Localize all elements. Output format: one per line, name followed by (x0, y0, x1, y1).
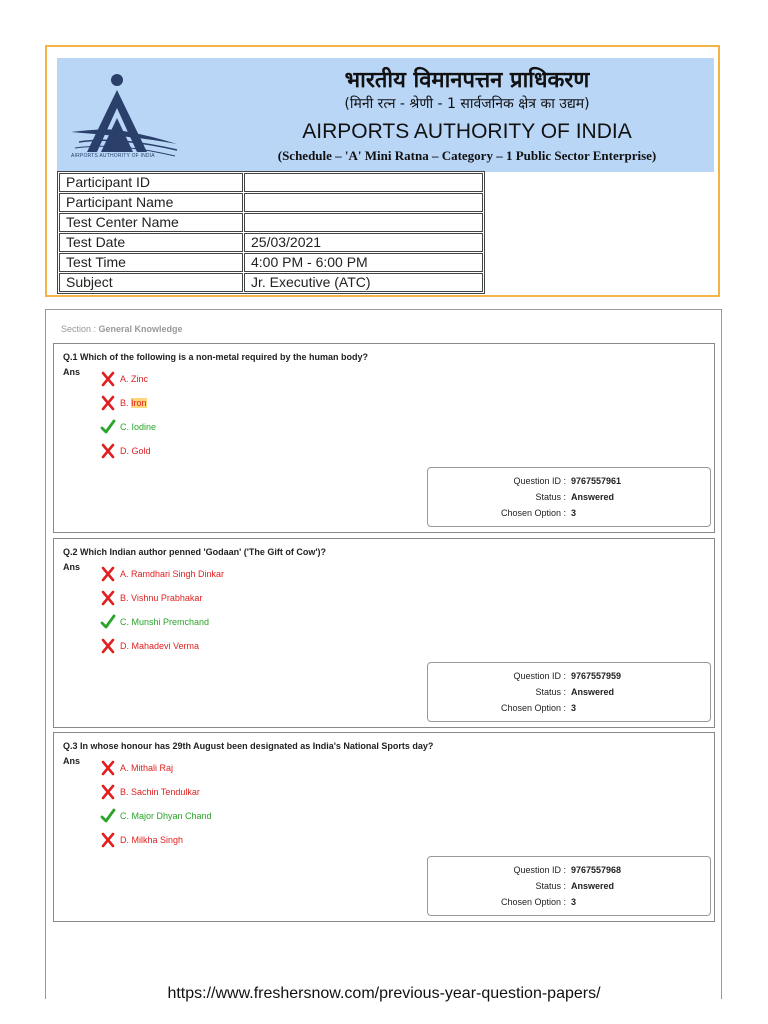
option-prefix: D. (120, 641, 132, 651)
title-english: AIRPORTS AUTHORITY OF INDIA (302, 120, 632, 143)
info-key: Participant ID (59, 173, 243, 192)
option-prefix: A. (120, 763, 132, 773)
option-text (120, 398, 147, 408)
answer-label: Ans (63, 367, 81, 377)
answer-option (100, 808, 212, 824)
question-text: Q.3 In whose honour has 29th August been designated as India's National Sports day? (63, 741, 434, 751)
cross-icon (100, 566, 116, 582)
answer-option (100, 566, 224, 582)
option-text (120, 787, 200, 797)
option-label: Mithali Raj (131, 763, 174, 773)
option-text (120, 569, 224, 579)
info-key: Subject (59, 273, 243, 292)
info-value (244, 193, 483, 212)
subtitle-english: (Schedule – 'A' Mini Ratna – Category – 1 Public Sector Enterprise) (277, 148, 657, 163)
answer-option (100, 443, 151, 459)
banner (57, 58, 714, 172)
table-row (59, 193, 483, 212)
check-icon (100, 808, 116, 824)
option-text (120, 641, 199, 651)
option-label: Mahadevi Verma (131, 641, 200, 651)
table-row (59, 213, 483, 232)
option-prefix: B. (120, 593, 132, 603)
table-row (59, 233, 483, 252)
option-prefix: C. (120, 422, 132, 432)
info-key: Test Time (59, 253, 243, 272)
option-text (120, 422, 156, 432)
cross-icon (100, 443, 116, 459)
footer-url[interactable]: https://www.freshersnow.com/previous-year-question-papers/ (167, 985, 601, 1002)
option-label: Ramdhari Singh Dinkar (131, 569, 225, 579)
option-prefix: D. (120, 446, 132, 456)
option-text (120, 446, 151, 456)
option-prefix: B. (120, 787, 132, 797)
info-value: 4:00 PM - 6:00 PM (244, 253, 483, 272)
option-text (120, 835, 183, 845)
option-prefix: B. (120, 398, 132, 408)
option-label: Iodine (131, 422, 157, 432)
option-text (120, 593, 202, 603)
answer-label: Ans (63, 562, 81, 572)
header-frame (45, 45, 720, 297)
participant-info-table (57, 171, 485, 294)
option-label: Vishnu Prabhakar (131, 593, 203, 603)
option-label: Iron (131, 398, 147, 408)
cross-icon (100, 638, 116, 654)
answer-option (100, 832, 183, 848)
cross-icon (100, 590, 116, 606)
cross-icon (100, 832, 116, 848)
option-text (120, 374, 148, 384)
question-card (53, 732, 715, 922)
answer-option (100, 395, 147, 411)
question-meta-box: Question ID : 9767557961 Status : Answered Chosen Option : 3 (427, 467, 711, 527)
section-name: General Knowledge (98, 324, 183, 334)
subtitle-hindi: (मिनी रत्न - श्रेणी - 1 सार्वजनिक क्षेत्र का उद्यम) (344, 96, 590, 112)
answer-option (100, 638, 199, 654)
question-sheet (45, 309, 722, 999)
section-heading (61, 324, 183, 334)
info-value: Jr. Executive (ATC) (244, 273, 483, 292)
question-meta-box: Question ID : 9767557968 Status : Answered Chosen Option : 3 (427, 856, 711, 916)
aai-logo-icon (65, 70, 185, 166)
check-icon (100, 419, 116, 435)
question-card (53, 343, 715, 533)
option-label: Sachin Tendulkar (131, 787, 200, 797)
option-label: Major Dhyan Chand (131, 811, 212, 821)
check-icon (100, 614, 116, 630)
table-row (59, 253, 483, 272)
info-key: Test Center Name (59, 213, 243, 232)
option-text (120, 617, 209, 627)
option-label: Gold (131, 446, 151, 456)
option-text (120, 811, 212, 821)
option-prefix: C. (120, 811, 132, 821)
cross-icon (100, 395, 116, 411)
option-prefix: A. (120, 374, 132, 384)
answer-option (100, 784, 200, 800)
info-value: 25/03/2021 (244, 233, 483, 252)
question-card (53, 538, 715, 728)
question-text: Q.2 Which Indian author penned 'Godaan' ('The Gift of Cow')? (63, 547, 327, 557)
option-label: Milkha Singh (131, 835, 184, 845)
info-value (244, 213, 483, 232)
info-value (244, 173, 483, 192)
answer-option (100, 614, 209, 630)
logo-caption: AIRPORTS AUTHORITY OF INDIA (71, 153, 155, 159)
section-label: Section : (61, 324, 99, 334)
cross-icon (100, 760, 116, 776)
title-hindi: भारतीय विमानपत्तन प्राधिकरण (344, 68, 590, 93)
answer-option (100, 371, 148, 387)
answer-option (100, 760, 173, 776)
option-text (120, 763, 173, 773)
answer-option (100, 590, 202, 606)
answer-label: Ans (63, 756, 81, 766)
option-prefix: C. (120, 617, 132, 627)
cross-icon (100, 784, 116, 800)
option-prefix: D. (120, 835, 132, 845)
question-text: Q.1 Which of the following is a non-metal required by the human body? (63, 352, 369, 362)
info-key: Test Date (59, 233, 243, 252)
option-label: Zinc (131, 374, 149, 384)
table-row (59, 273, 483, 292)
cross-icon (100, 371, 116, 387)
answer-option (100, 419, 156, 435)
question-meta-box: Question ID : 9767557959 Status : Answered Chosen Option : 3 (427, 662, 711, 722)
option-prefix: A. (120, 569, 132, 579)
table-row (59, 173, 483, 192)
option-label: Munshi Premchand (131, 617, 210, 627)
info-key: Participant Name (59, 193, 243, 212)
